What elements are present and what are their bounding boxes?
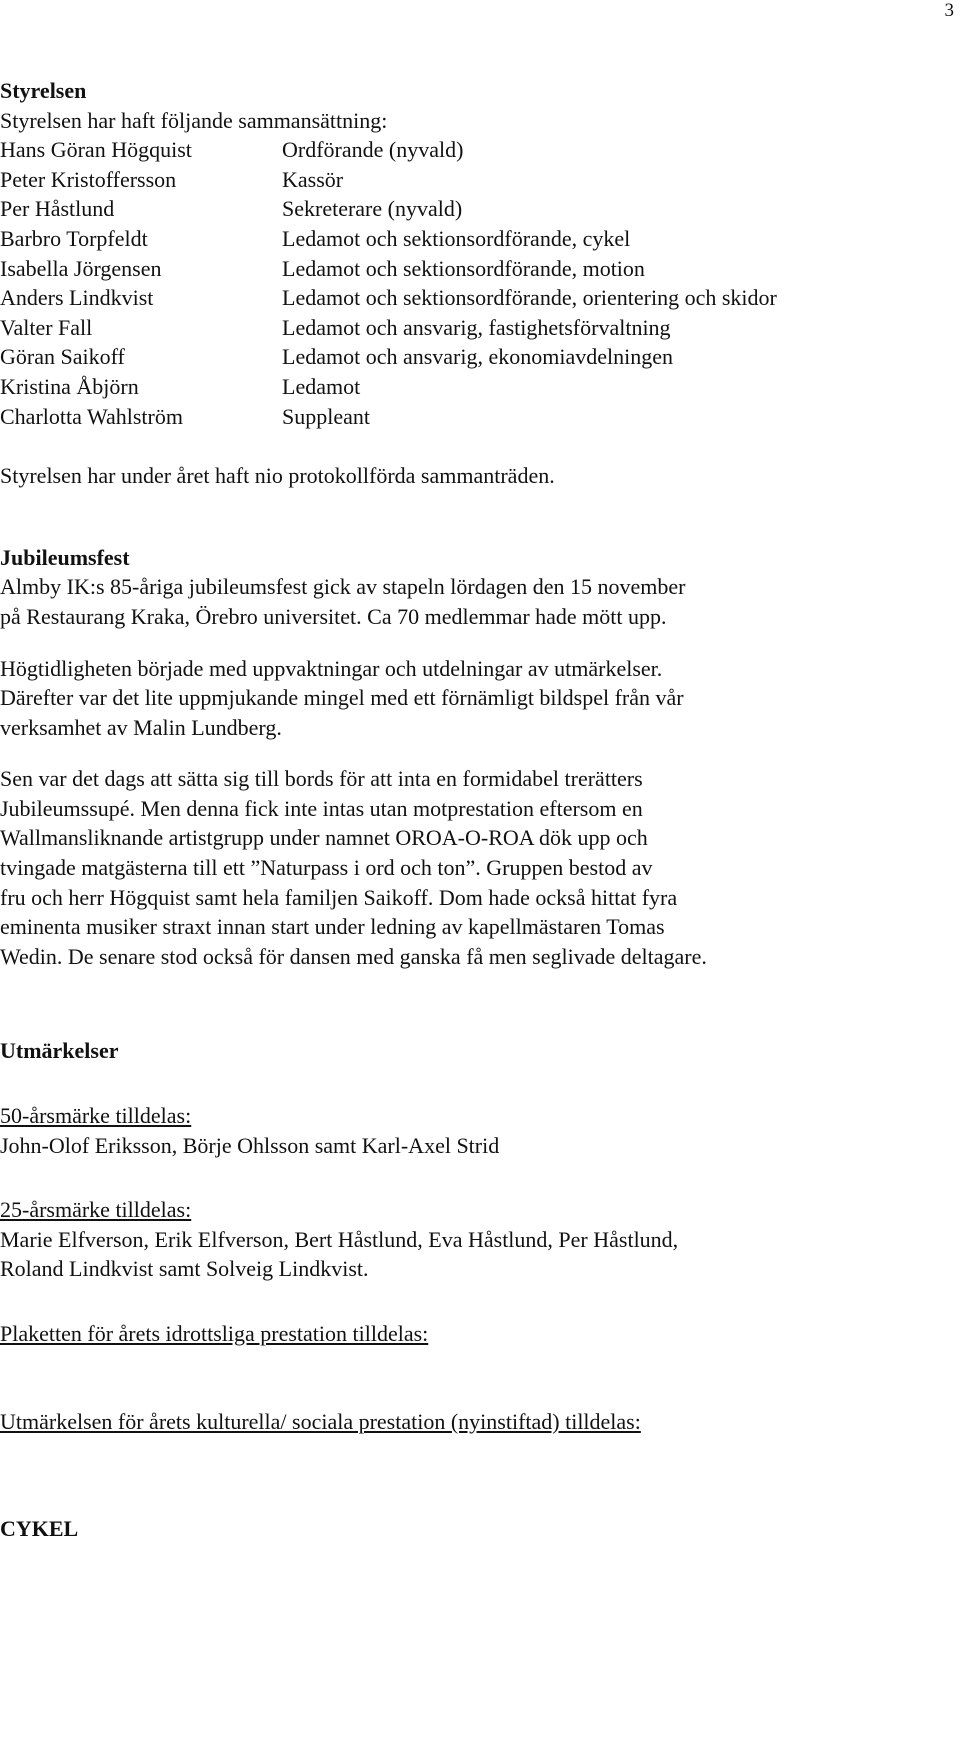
section-heading-jubileumsfest: Jubileumsfest bbox=[0, 544, 130, 570]
spacer bbox=[0, 1066, 940, 1101]
spacer bbox=[0, 491, 940, 543]
text-line: Marie Elfverson, Erik Elfverson, Bert Håstlund, Eva Håstlund, Per Håstlund, bbox=[0, 1226, 679, 1252]
text-line: på Restaurang Kraka, Örebro universitet. Ca 70 medlemmar hade mött upp. bbox=[0, 603, 667, 629]
award-25-label: 25-årsmärke tilldelas: bbox=[0, 1197, 192, 1223]
board-member-name: Isabella Jörgensen bbox=[0, 255, 162, 281]
spacer bbox=[0, 1284, 940, 1319]
board-member-role: Ledamot och sektionsordförande, orientering och skidor bbox=[282, 285, 777, 311]
board-member-row bbox=[0, 194, 777, 224]
text-line: Wedin. De senare stod också för dansen med ganska få men seglivade deltagare. bbox=[0, 943, 707, 969]
board-member-role: Ledamot och ansvarig, ekonomiavdelningen bbox=[282, 344, 673, 370]
board-member-name: Kristina Åbjörn bbox=[0, 373, 139, 399]
board-member-name: Charlotta Wahlström bbox=[0, 403, 183, 429]
text-line: Sen var det dags att sätta sig till bords för att inta en formidabel trerätters bbox=[0, 766, 643, 792]
jubileumsfest-paragraph-1 bbox=[0, 572, 940, 631]
board-member-row bbox=[0, 313, 777, 343]
text-line: Högtidligheten började med uppvaktningar och utdelningar av utmärkelser. bbox=[0, 655, 663, 681]
board-member-row bbox=[0, 135, 777, 165]
board-member-name: Per Håstlund bbox=[0, 196, 115, 222]
text-line: Almby IK:s 85-åriga jubileumsfest gick av stapeln lördagen den 15 november bbox=[0, 574, 686, 600]
text-line: Jubileumssupé. Men denna fick inte intas utan motprestation eftersom en bbox=[0, 795, 643, 821]
board-member-role: Sekreterare (nyvald) bbox=[282, 196, 463, 222]
text-line: Roland Lindkvist samt Solveig Lindkvist. bbox=[0, 1256, 369, 1282]
text-line: eminenta musiker straxt innan start under ledning av kapellmästaren Tomas bbox=[0, 914, 665, 940]
jubileumsfest-paragraph-2 bbox=[0, 654, 940, 743]
board-member-row bbox=[0, 254, 777, 284]
kulturella-label: Utmärkelsen för årets kulturella/ sociala prestation (nyinstiftad) tilldelas: bbox=[0, 1408, 641, 1434]
board-members-body bbox=[0, 135, 777, 431]
board-member-role: Ledamot och sektionsordförande, cykel bbox=[282, 225, 631, 251]
page-number: 3 bbox=[944, 0, 954, 21]
award-25-recipients bbox=[0, 1225, 940, 1284]
board-members-table bbox=[0, 135, 777, 431]
text-line: Därefter var det lite uppmjukande mingel med ett förnämligt bildspel från vår bbox=[0, 685, 684, 711]
board-member-role: Ledamot och ansvarig, fastighetsförvaltning bbox=[282, 314, 671, 340]
board-member-row bbox=[0, 402, 777, 432]
section-heading-cykel: CYKEL bbox=[0, 1516, 79, 1542]
board-member-name: Peter Kristoffersson bbox=[0, 166, 177, 192]
board-member-row bbox=[0, 165, 777, 195]
section-heading-utmarkelser: Utmärkelser bbox=[0, 1038, 119, 1064]
spacer bbox=[0, 742, 940, 764]
board-member-role: Ledamot och sektionsordförande, motion bbox=[282, 255, 645, 281]
spacer bbox=[0, 971, 940, 1036]
board-member-row bbox=[0, 283, 777, 313]
spacer bbox=[0, 632, 940, 654]
text-line: verksamhet av Malin Lundberg. bbox=[0, 714, 282, 740]
board-member-role: Ledamot bbox=[282, 373, 361, 399]
styrelsen-meetings: Styrelsen har under året haft nio protokollförda sammanträden. bbox=[0, 463, 555, 489]
jubileumsfest-paragraph-3 bbox=[0, 764, 940, 971]
board-member-name: Göran Saikoff bbox=[0, 344, 125, 370]
board-member-role: Ordförande (nyvald) bbox=[282, 137, 464, 163]
board-member-row bbox=[0, 224, 777, 254]
section-heading-styrelsen: Styrelsen bbox=[0, 78, 87, 103]
board-member-role: Suppleant bbox=[282, 403, 370, 429]
document-body bbox=[0, 76, 940, 1544]
board-member-name: Valter Fall bbox=[0, 314, 93, 340]
spacer bbox=[0, 431, 940, 461]
text-line: Wallmansliknande artistgrupp under namnet OROA-O-ROA dök upp och bbox=[0, 825, 648, 851]
text-line: fru och herr Högquist samt hela familjen Saikoff. Dom hade också hittat fyra bbox=[0, 884, 678, 910]
board-member-row bbox=[0, 342, 777, 372]
spacer bbox=[0, 1160, 940, 1195]
board-member-role: Kassör bbox=[282, 166, 344, 192]
spacer bbox=[0, 1349, 940, 1407]
award-50-label: 50-årsmärke tilldelas: bbox=[0, 1103, 192, 1129]
board-member-name: Anders Lindkvist bbox=[0, 285, 154, 311]
board-member-name: Hans Göran Högquist bbox=[0, 137, 192, 163]
award-50-recipients: John-Olof Eriksson, Börje Ohlsson samt Karl-Axel Strid bbox=[0, 1132, 500, 1158]
plaketten-label: Plaketten för årets idrottsliga prestation tilldelas: bbox=[0, 1321, 429, 1346]
board-member-row bbox=[0, 372, 777, 402]
styrelsen-intro: Styrelsen har haft följande sammansättning: bbox=[0, 107, 388, 133]
text-line: tvingade matgästerna till ett ”Naturpass i ord och ton”. Gruppen bestod av bbox=[0, 855, 653, 881]
board-member-name: Barbro Torpfeldt bbox=[0, 225, 148, 251]
